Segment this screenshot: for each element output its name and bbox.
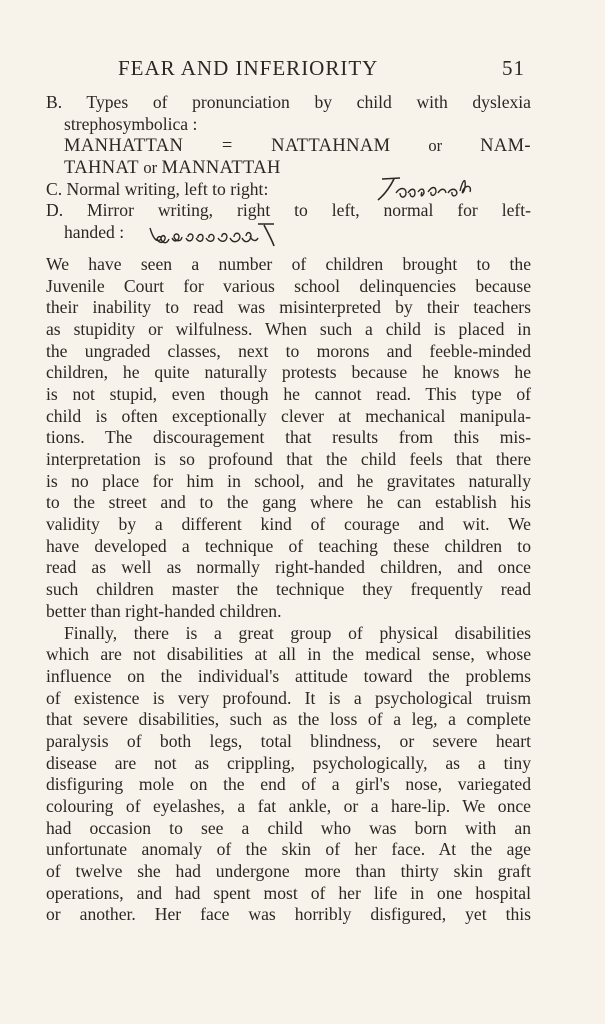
paragraph-line: child is often exceptionally clever at mechanical manipula- bbox=[46, 405, 531, 426]
pronunciation-end: NAM- bbox=[480, 136, 531, 157]
pronunciation-a: TAHNAT bbox=[64, 158, 139, 179]
list-item-b-line: B. Types of pronunciation by child with dyslexia bbox=[46, 92, 531, 112]
page-number: 51 bbox=[502, 56, 525, 80]
paragraph-line: influence on the individual's attitude toward the problems bbox=[46, 665, 531, 686]
paragraph-line: or another. Her face was horribly disfigured, yet this bbox=[46, 904, 531, 925]
running-title: FEAR AND INFERIORITY bbox=[118, 56, 379, 80]
paragraph-line: such children master the technique they frequently read bbox=[46, 579, 531, 600]
normal-handwriting-illustration bbox=[374, 173, 514, 203]
list-item-d-line-2 bbox=[46, 222, 531, 244]
list-item-d-text: handed : bbox=[64, 222, 125, 243]
paragraph-line: of existence is very profound. It is a psychological truism bbox=[46, 687, 531, 708]
list-item-b-line: strephosymbolica : bbox=[64, 113, 198, 134]
paragraph-line: as stupidity or wilfulness. When such a child is placed in bbox=[46, 318, 531, 339]
paragraph-line: We have seen a number of children brought to the bbox=[46, 253, 531, 274]
list-item-c-line bbox=[46, 179, 531, 201]
paragraph-line: is not stupid, even though he cannot read. This type of bbox=[46, 383, 531, 404]
pronunciation-b: MANNATTAH bbox=[161, 158, 281, 179]
paragraph-line: read as well as normally right-handed children, and once bbox=[46, 557, 531, 578]
paragraph-line: of twelve she had undergone more than thirty skin graft bbox=[46, 861, 531, 882]
page-header bbox=[0, 56, 605, 82]
paragraph-line: Finally, there is a great group of physical disabilities bbox=[64, 622, 531, 643]
paragraph-line: have developed a technique of teaching these children to bbox=[46, 535, 531, 556]
pronunciation-or: or bbox=[428, 136, 443, 156]
paragraph-line: disfiguring mole on the end of a girl's nose, variegated bbox=[46, 774, 531, 795]
paragraph-line: interpretation is so profound that the child feels that there bbox=[46, 449, 531, 469]
paragraph-line: better than right-handed children. bbox=[46, 600, 282, 621]
paragraph-line: Juvenile Court for various school delinquencies because bbox=[46, 275, 531, 296]
list-item-c-text: C. Normal writing, left to right: bbox=[46, 178, 269, 199]
pronunciation-main: MANHATTAN = NATTAHNAM bbox=[64, 136, 391, 157]
paragraph-line: is no place for him in school, and he gravitates naturally bbox=[46, 470, 531, 491]
mirror-handwriting-illustration bbox=[146, 220, 276, 250]
paragraph-line: their inability to read was misinterpreted by their teachers bbox=[46, 297, 531, 318]
pronunciation-example bbox=[46, 135, 531, 157]
section-gap bbox=[46, 244, 531, 254]
pronunciation-or-2: or bbox=[143, 158, 158, 178]
paragraph-line: children, he quite naturally protests because he knows he bbox=[46, 362, 531, 383]
paragraph-line: had occasion to see a child who was born with an bbox=[46, 817, 531, 838]
page-body bbox=[46, 92, 531, 926]
paragraph-line: operations, and had spent most of her life in one hospital bbox=[46, 882, 531, 903]
paragraph-line: disease are not as crippling, psychologically, as a tiny bbox=[46, 752, 531, 773]
paragraph-line: paralysis of both legs, total blindness, or severe heart bbox=[46, 730, 531, 751]
paragraph-line: that severe disabilities, such as the loss of a leg, a complete bbox=[46, 709, 531, 730]
list-item-d-line: D. Mirror writing, right to left, normal for left- bbox=[46, 200, 531, 221]
paragraph-line: to the street and to the gang where he can establish his bbox=[46, 492, 531, 513]
paragraph-line: colouring of eyelashes, a fat ankle, or a hare-lip. We once bbox=[46, 796, 531, 816]
paragraph-line: unfortunate anomaly of the skin of her face. At the age bbox=[46, 839, 531, 860]
paragraph-line: the ungraded classes, next to morons and feeble-minded bbox=[46, 340, 531, 361]
paragraph-line: validity by a different kind of courage and wit. We bbox=[46, 514, 531, 535]
paragraph-1 bbox=[46, 254, 531, 623]
paragraph-2 bbox=[46, 623, 531, 927]
paragraph-line: which are not disabilities at all in the medical sense, whose bbox=[46, 644, 531, 665]
paragraph-line: tions. The discouragement that results from this mis- bbox=[46, 427, 531, 448]
